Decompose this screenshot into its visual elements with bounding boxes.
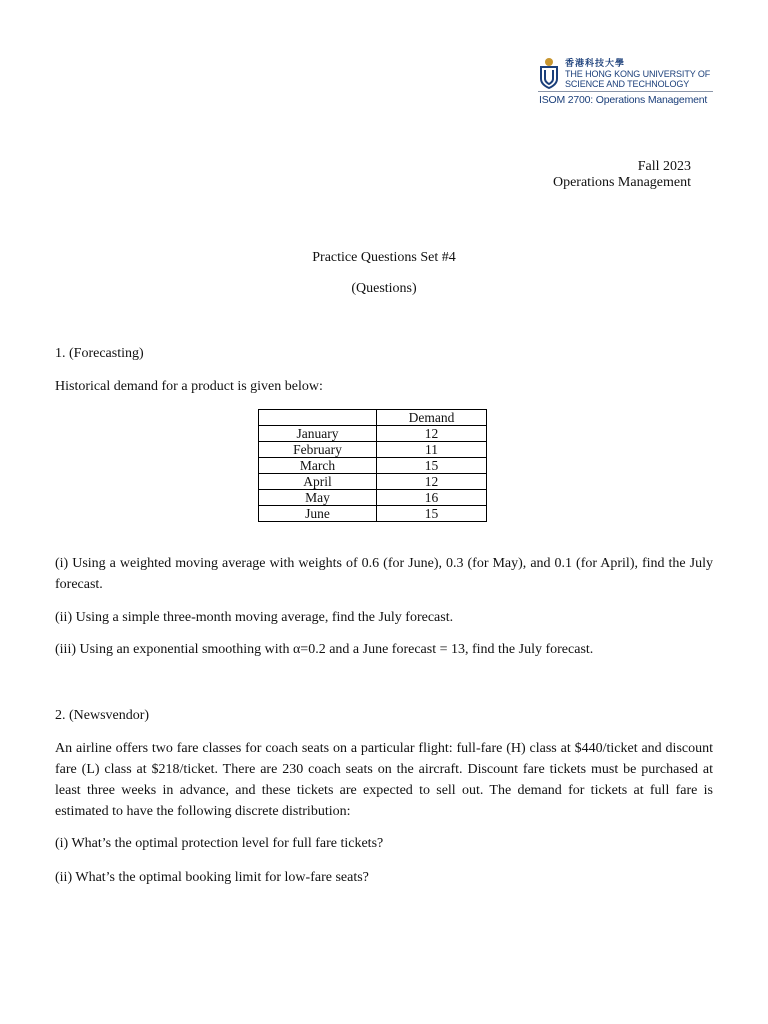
- demand-table: [258, 409, 487, 522]
- demand-header-cell: Demand: [377, 410, 487, 426]
- table-row: [259, 426, 487, 442]
- table-row: [259, 442, 487, 458]
- q1-intro: Historical demand for a product is given below:: [55, 379, 323, 394]
- demand-value-cell: 15: [377, 458, 487, 474]
- q2-heading: 2. (Newsvendor): [55, 708, 150, 723]
- month-cell: February: [259, 442, 377, 458]
- q2-part-ii: (ii) What’s the optimal booking limit for low-fare seats?: [55, 870, 369, 885]
- table-row: [259, 474, 487, 490]
- demand-value-cell: 15: [377, 506, 487, 522]
- university-logo: [538, 57, 718, 107]
- table-row: [259, 490, 487, 506]
- q2-part-i: (i) What’s the optimal protection level for full fare tickets?: [55, 836, 384, 851]
- logo-english-line-1: THE HONG KONG UNIVERSITY OF: [565, 68, 711, 79]
- demand-value-cell: 16: [377, 490, 487, 506]
- logo-chinese-name: 香港科技大學: [565, 58, 626, 68]
- q2-intro: An airline offers two fare classes for coach seats on a particular flight: full-fare (H) class at $440/ticket and discount fare (L) class at $218/ticket. There are 230 coach seats on the aircraft. Discount fare tickets must be purchased at least three weeks in advance, and these tickets are expected to sell out. The demand for tickets at full fare is estimated to have the following discrete distribution:: [55, 741, 713, 819]
- month-cell: April: [259, 474, 377, 490]
- table-header-row: [259, 410, 487, 426]
- university-name: [565, 58, 710, 90]
- demand-value-cell: 11: [377, 442, 487, 458]
- q1-heading: 1. (Forecasting): [55, 346, 144, 361]
- demand-value-cell: 12: [377, 426, 487, 442]
- logo-divider: [538, 91, 713, 92]
- term-label: Fall 2023: [637, 159, 691, 174]
- course-name: ISOM 2700: Operations Management: [539, 94, 708, 106]
- q1-part-iii: (iii) Using an exponential smoothing with α=0.2 and a June forecast = 13, find the July forecast.: [55, 642, 594, 657]
- page-title: Practice Questions Set #4: [312, 250, 456, 265]
- demand-value-cell: 12: [377, 474, 487, 490]
- table-row: [259, 506, 487, 522]
- page-subtitle: (Questions): [351, 281, 417, 296]
- subject-label: Operations Management: [552, 175, 691, 190]
- q1-part-i: (i) Using a weighted moving average with weights of 0.6 (for June), 0.3 (for May), and 0.1 (for April), find the July forecast.: [55, 556, 713, 592]
- table-row: [259, 458, 487, 474]
- month-cell: January: [259, 426, 377, 442]
- q1-part-ii: (ii) Using a simple three-month moving average, find the July forecast.: [55, 610, 454, 625]
- logo-english-line-2: SCIENCE AND TECHNOLOGY: [565, 79, 690, 89]
- table-corner-cell: [259, 410, 377, 426]
- month-cell: May: [259, 490, 377, 506]
- term-block: [553, 159, 691, 191]
- month-cell: June: [259, 506, 377, 522]
- month-cell: March: [259, 458, 377, 474]
- university-crest-icon: [538, 57, 560, 89]
